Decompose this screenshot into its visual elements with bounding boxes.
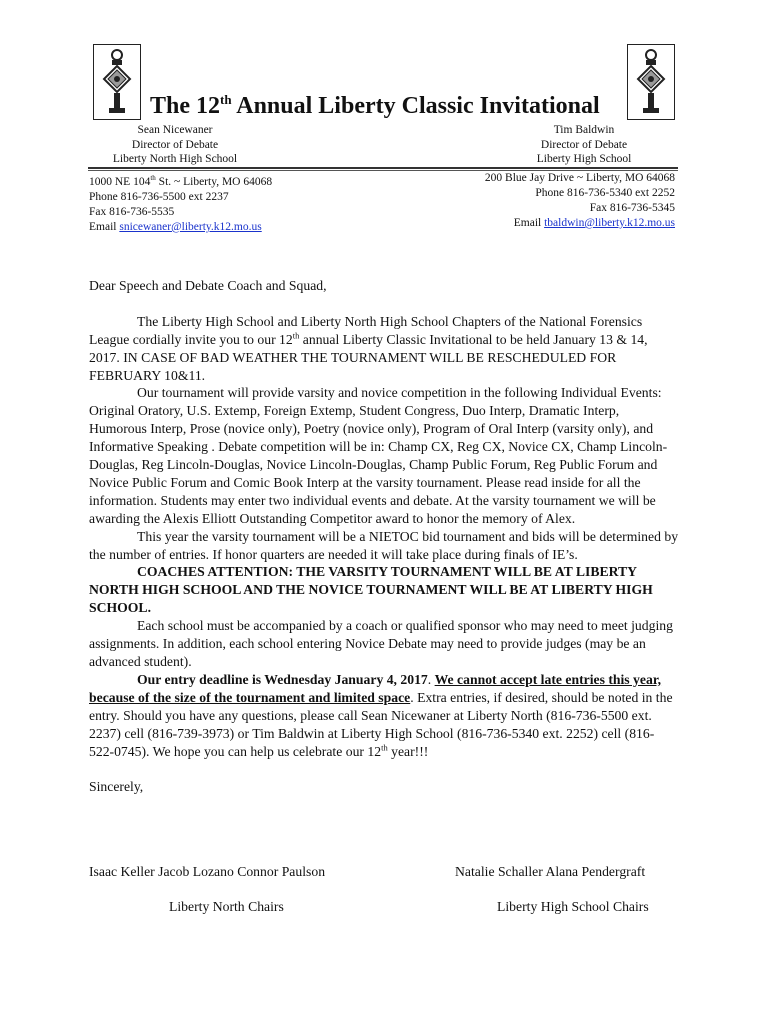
letterhead-title: The 12th Annual Liberty Classic Invitational [150, 92, 600, 119]
key-emblem-icon [628, 45, 674, 119]
salutation: Dear Speech and Debate Coach and Squad, [89, 278, 327, 293]
paragraph-judges: Each school must be accompanied by a coach or qualified sponsor who may need to meet judging assignments. In addition, each school entering Novice Debate may need to provide judges (may be an advanced student). [89, 618, 673, 670]
right-director-role: Director of Debate [540, 138, 628, 151]
left-director-school: Liberty North High School [112, 153, 238, 166]
paragraph-coaches-attention: COACHES ATTENTION: THE VARSITY TOURNAMENT WILL BE AT LIBERTY NORTH HIGH SCHOOL AND THE NOVICE TOURNAMENT WILL BE AT LIBERTY HIGH SCHOOL. [89, 564, 653, 616]
right-chairs-label: Liberty High School Chairs [497, 899, 649, 914]
key-emblem-icon [94, 45, 140, 119]
right-email-link[interactable]: tbaldwin@liberty.k12.mo.us [544, 217, 675, 229]
left-fax: Fax 816-736-5535 [89, 205, 175, 218]
paragraph-invitation: The Liberty High School and Liberty North High School Chapters of the National Forensics League cordially invite you to our 12th annual Liberty Classic Invitational to be held January 13 & 14, 2017. IN CASE OF BAD WEATHER THE TOURNAMENT WILL BE RESCHEDULED FOR FEBRUARY 10&11. [89, 313, 648, 383]
right-address: 200 Blue Jay Drive ~ Liberty, MO 64068 [484, 172, 675, 184]
left-email-line: Email snicewaner@liberty.k12.mo.us [89, 220, 262, 233]
right-director-block [520, 123, 648, 167]
left-phone: Phone 816-736-5500 ext 2237 [89, 190, 229, 203]
right-email-line: Email tbaldwin@liberty.k12.mo.us [513, 217, 675, 229]
left-contact-block [89, 171, 272, 235]
left-director-name: Sean Nicewaner [137, 124, 213, 136]
letter-body [89, 277, 679, 796]
honor-society-key-logo-left [93, 44, 141, 120]
right-contact-block [485, 171, 675, 231]
left-chairs-label: Liberty North Chairs [169, 899, 284, 914]
honor-society-key-logo-right [627, 44, 675, 120]
right-director-name: Tim Baldwin [553, 124, 615, 136]
right-director-school: Liberty High School [536, 153, 632, 166]
left-email-link[interactable]: snicewaner@liberty.k12.mo.us [119, 220, 262, 233]
left-address: 1000 NE 104th St. ~ Liberty, MO 64068 [89, 174, 273, 188]
header-divider [88, 167, 678, 169]
left-director-role: Director of Debate [131, 138, 219, 151]
paragraph-events: Our tournament will provide varsity and novice competition in the following Individual Events: Original Oratory, U.S. Extemp, Foreign Extemp, Student Congress, Duo Interp, Dramatic Interp, Humorous Interp, Prose (novice only), Poetry (novice only), Program of Oral Interp (varsity only), and Informative Speaking . Debate competition will be in: Champ CX, Reg CX, Novice CX, Champ Lincoln-Douglas, Reg Lincoln-Douglas, Novice Lincoln-Douglas, Champ Public Forum, Reg Public Forum and Novice Public Forum and Comic Book Interp at the varsity tournament. Please read inside for all the information. Students may enter two individual events and debate. At the varsity tournament we will be awarding the Alexis Elliott Outstanding Competitor award to honor the memory of Alex. [89, 385, 668, 526]
left-director-block [105, 123, 245, 167]
paragraph-deadline: Our entry deadline is Wednesday January 4, 2017. We cannot accept late entries this year, because of the size of the tournament and limited space. Extra entries, if desired, should be noted in the entry. Should you have any questions, please call Sean Nicewaner at Liberty North (816-736-5500 ext. 2237) cell (816-739-3973) or Tim Baldwin at Liberty High School (816-736-5340 ext. 2252) cell (816-522-0745). We hope you can help us celebrate our 12th year!!! [89, 671, 673, 759]
closing: Sincerely, [89, 779, 144, 795]
right-phone: Phone 816-736-5340 ext 2252 [535, 187, 675, 199]
paragraph-nietoc: This year the varsity tournament will be a NIETOC bid tournament and bids will be determined by the number of entries. If honor quarters are needed it will take place during finals of IE’s. [89, 528, 679, 562]
right-chairs-names: Natalie Schaller Alana Pendergraft [455, 864, 646, 879]
right-fax: Fax 816-736-5345 [589, 202, 675, 214]
left-chairs-names: Isaac Keller Jacob Lozano Connor Paulson [89, 864, 326, 879]
